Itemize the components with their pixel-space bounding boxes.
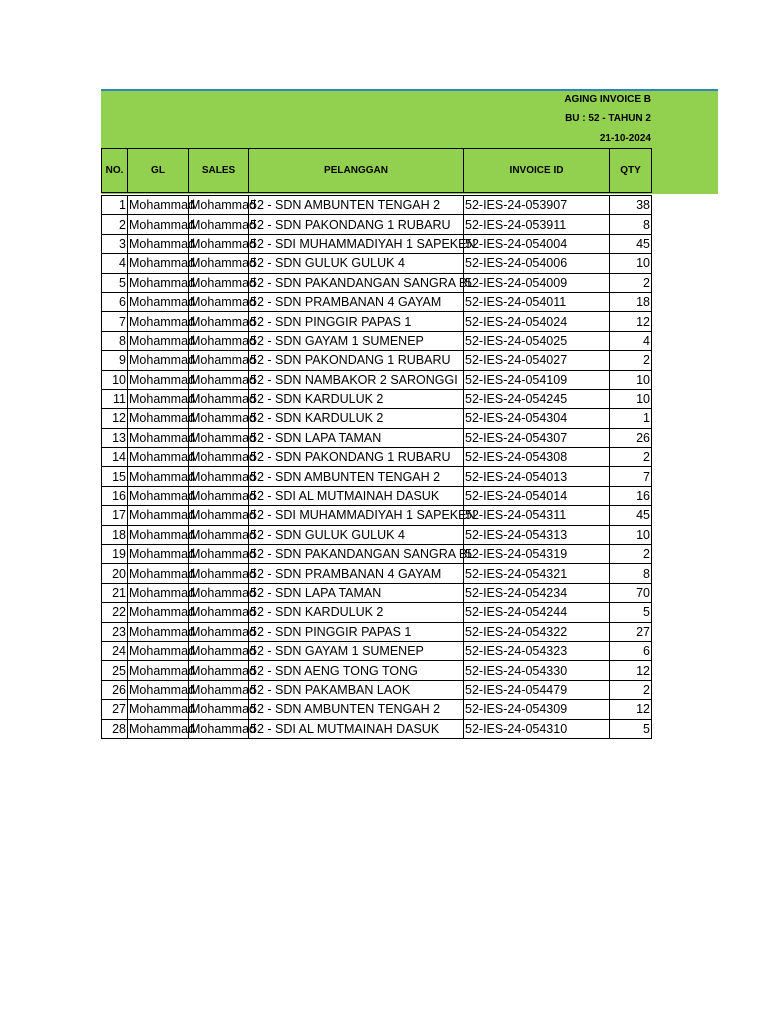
cell-pelanggan: 52 - SDN PRAMBANAN 4 GAYAM — [249, 292, 464, 311]
table-row — [102, 622, 652, 641]
cell-qty: 16 — [610, 486, 652, 505]
table-row — [102, 234, 652, 253]
cell-sales: Mohammad — [189, 312, 249, 331]
column-header-pelanggan: PELANGGAN — [249, 149, 464, 193]
cell-sales: Mohammad — [189, 234, 249, 253]
cell-pelanggan: 52 - SDN PAKONDANG 1 RUBARU — [249, 448, 464, 467]
cell-no: 1 — [102, 196, 128, 215]
cell-invoice-id: 52-IES-24-054322 — [464, 622, 610, 641]
cell-gl: Mohammad — [128, 254, 189, 273]
table-row — [102, 564, 652, 583]
table-row — [102, 506, 652, 525]
cell-no: 26 — [102, 680, 128, 699]
cell-pelanggan: 52 - SDN KARDULUK 2 — [249, 389, 464, 408]
cell-pelanggan: 52 - SDN PINGGIR PAPAS 1 — [249, 622, 464, 641]
cell-no: 6 — [102, 292, 128, 311]
cell-pelanggan: 52 - SDN PRAMBANAN 4 GAYAM — [249, 564, 464, 583]
cell-gl: Mohammad — [128, 409, 189, 428]
cell-invoice-id: 52-IES-24-054321 — [464, 564, 610, 583]
cell-sales: Mohammad — [189, 680, 249, 699]
cell-pelanggan: 52 - SDN NAMBAKOR 2 SARONGGI — [249, 370, 464, 389]
cell-invoice-id: 52-IES-24-054309 — [464, 700, 610, 719]
cell-pelanggan: 52 - SDN GAYAM 1 SUMENEP — [249, 331, 464, 350]
cell-qty: 4 — [610, 331, 652, 350]
cell-pelanggan: 52 - SDN KARDULUK 2 — [249, 603, 464, 622]
cell-invoice-id: 52-IES-24-054308 — [464, 448, 610, 467]
cell-qty: 70 — [610, 583, 652, 602]
report-date: 21-10-2024 — [599, 133, 651, 144]
cell-gl: Mohammad — [128, 389, 189, 408]
cell-gl: Mohammad — [128, 680, 189, 699]
cell-gl: Mohammad — [128, 719, 189, 738]
cell-qty: 45 — [610, 506, 652, 525]
table-row — [102, 370, 652, 389]
cell-invoice-id: 52-IES-24-054244 — [464, 603, 610, 622]
cell-gl: Mohammad — [128, 196, 189, 215]
table-row — [102, 215, 652, 234]
cell-sales: Mohammad — [189, 351, 249, 370]
cell-sales: Mohammad — [189, 370, 249, 389]
cell-no: 17 — [102, 506, 128, 525]
cell-gl: Mohammad — [128, 467, 189, 486]
cell-no: 8 — [102, 331, 128, 350]
cell-gl: Mohammad — [128, 603, 189, 622]
cell-pelanggan: 52 - SDI AL MUTMAINAH DASUK — [249, 486, 464, 505]
cell-no: 27 — [102, 700, 128, 719]
cell-gl: Mohammad — [128, 525, 189, 544]
cell-qty: 7 — [610, 467, 652, 486]
cell-qty: 2 — [610, 273, 652, 292]
cell-no: 18 — [102, 525, 128, 544]
cell-pelanggan: 52 - SDN PAKONDANG 1 RUBARU — [249, 351, 464, 370]
report-subtitle: BU : 52 - TAHUN 2 — [565, 113, 651, 124]
cell-pelanggan: 52 - SDN GULUK GULUK 4 — [249, 525, 464, 544]
cell-pelanggan: 52 - SDN LAPA TAMAN — [249, 428, 464, 447]
table-row — [102, 700, 652, 719]
cell-invoice-id: 52-IES-24-054006 — [464, 254, 610, 273]
cell-invoice-id: 52-IES-24-054245 — [464, 389, 610, 408]
cell-invoice-id: 52-IES-24-054310 — [464, 719, 610, 738]
cell-qty: 18 — [610, 292, 652, 311]
table-row — [102, 448, 652, 467]
table-row — [102, 292, 652, 311]
cell-qty: 10 — [610, 254, 652, 273]
cell-no: 24 — [102, 641, 128, 660]
cell-pelanggan: 52 - SDN PAKANDANGAN SANGRA BL — [249, 273, 464, 292]
cell-sales: Mohammad — [189, 254, 249, 273]
cell-qty: 10 — [610, 389, 652, 408]
cell-no: 28 — [102, 719, 128, 738]
cell-gl: Mohammad — [128, 564, 189, 583]
cell-pelanggan: 52 - SDN AMBUNTEN TENGAH 2 — [249, 467, 464, 486]
cell-pelanggan: 52 - SDN PAKAMBAN LAOK — [249, 680, 464, 699]
cell-qty: 10 — [610, 525, 652, 544]
column-header-gl: GL — [128, 149, 189, 193]
cell-gl: Mohammad — [128, 700, 189, 719]
cell-qty: 5 — [610, 719, 652, 738]
cell-qty: 2 — [610, 680, 652, 699]
cell-no: 11 — [102, 389, 128, 408]
cell-qty: 45 — [610, 234, 652, 253]
cell-qty: 2 — [610, 545, 652, 564]
cell-no: 12 — [102, 409, 128, 428]
cell-no: 16 — [102, 486, 128, 505]
cell-sales: Mohammad — [189, 700, 249, 719]
cell-sales: Mohammad — [189, 622, 249, 641]
cell-no: 20 — [102, 564, 128, 583]
cell-gl: Mohammad — [128, 622, 189, 641]
cell-invoice-id: 52-IES-24-054307 — [464, 428, 610, 447]
cell-gl: Mohammad — [128, 428, 189, 447]
table-row — [102, 196, 652, 215]
cell-no: 10 — [102, 370, 128, 389]
cell-qty: 38 — [610, 196, 652, 215]
cell-qty: 8 — [610, 215, 652, 234]
cell-no: 21 — [102, 583, 128, 602]
cell-invoice-id: 52-IES-24-054014 — [464, 486, 610, 505]
cell-pelanggan: 52 - SDN LAPA TAMAN — [249, 583, 464, 602]
cell-pelanggan: 52 - SDN KARDULUK 2 — [249, 409, 464, 428]
cell-no: 25 — [102, 661, 128, 680]
cell-gl: Mohammad — [128, 583, 189, 602]
cell-no: 15 — [102, 467, 128, 486]
cell-invoice-id: 52-IES-24-054311 — [464, 506, 610, 525]
table-row — [102, 603, 652, 622]
table-row — [102, 467, 652, 486]
cell-pelanggan: 52 - SDN GAYAM 1 SUMENEP — [249, 641, 464, 660]
cell-sales: Mohammad — [189, 467, 249, 486]
cell-sales: Mohammad — [189, 292, 249, 311]
cell-invoice-id: 52-IES-24-054011 — [464, 292, 610, 311]
table-row — [102, 254, 652, 273]
cell-invoice-id: 52-IES-24-054479 — [464, 680, 610, 699]
cell-qty: 6 — [610, 641, 652, 660]
cell-sales: Mohammad — [189, 448, 249, 467]
table-row — [102, 389, 652, 408]
cell-qty: 5 — [610, 603, 652, 622]
cell-invoice-id: 52-IES-24-053911 — [464, 215, 610, 234]
cell-invoice-id: 52-IES-24-054304 — [464, 409, 610, 428]
cell-sales: Mohammad — [189, 525, 249, 544]
table-row — [102, 428, 652, 447]
cell-sales: Mohammad — [189, 215, 249, 234]
cell-no: 13 — [102, 428, 128, 447]
cell-pelanggan: 52 - SDN PINGGIR PAPAS 1 — [249, 312, 464, 331]
table-row — [102, 351, 652, 370]
cell-no: 4 — [102, 254, 128, 273]
cell-qty: 12 — [610, 661, 652, 680]
cell-invoice-id: 52-IES-24-054013 — [464, 467, 610, 486]
report-title: AGING INVOICE B — [564, 94, 651, 105]
cell-sales: Mohammad — [189, 428, 249, 447]
cell-sales: Mohammad — [189, 196, 249, 215]
cell-gl: Mohammad — [128, 312, 189, 331]
cell-gl: Mohammad — [128, 661, 189, 680]
cell-sales: Mohammad — [189, 331, 249, 350]
cell-pelanggan: 52 - SDI MUHAMMADIYAH 1 SAPEKEN — [249, 506, 464, 525]
cell-qty: 12 — [610, 700, 652, 719]
cell-invoice-id: 52-IES-24-054009 — [464, 273, 610, 292]
cell-gl: Mohammad — [128, 370, 189, 389]
table-row — [102, 719, 652, 738]
cell-gl: Mohammad — [128, 545, 189, 564]
table-row — [102, 583, 652, 602]
column-header-invoice-id: INVOICE ID — [464, 149, 610, 193]
table-row — [102, 545, 652, 564]
cell-invoice-id: 52-IES-24-054319 — [464, 545, 610, 564]
cell-sales: Mohammad — [189, 273, 249, 292]
cell-sales: Mohammad — [189, 409, 249, 428]
cell-no: 9 — [102, 351, 128, 370]
cell-qty: 1 — [610, 409, 652, 428]
cell-no: 3 — [102, 234, 128, 253]
cell-gl: Mohammad — [128, 273, 189, 292]
cell-no: 2 — [102, 215, 128, 234]
cell-invoice-id: 52-IES-24-054330 — [464, 661, 610, 680]
cell-sales: Mohammad — [189, 661, 249, 680]
cell-no: 7 — [102, 312, 128, 331]
cell-invoice-id: 52-IES-24-054027 — [464, 351, 610, 370]
cell-no: 23 — [102, 622, 128, 641]
cell-gl: Mohammad — [128, 641, 189, 660]
cell-gl: Mohammad — [128, 234, 189, 253]
cell-gl: Mohammad — [128, 292, 189, 311]
cell-sales: Mohammad — [189, 564, 249, 583]
column-header-qty: QTY — [610, 149, 652, 193]
cell-no: 5 — [102, 273, 128, 292]
column-header-sales: SALES — [189, 149, 249, 193]
column-header-no: NO. — [102, 149, 128, 193]
cell-pelanggan: 52 - SDN GULUK GULUK 4 — [249, 254, 464, 273]
invoice-table — [101, 148, 652, 739]
cell-qty: 2 — [610, 448, 652, 467]
cell-sales: Mohammad — [189, 641, 249, 660]
cell-gl: Mohammad — [128, 351, 189, 370]
cell-invoice-id: 52-IES-24-054323 — [464, 641, 610, 660]
table-row — [102, 273, 652, 292]
cell-qty: 8 — [610, 564, 652, 583]
cell-pelanggan: 52 - SDN PAKONDANG 1 RUBARU — [249, 215, 464, 234]
cell-invoice-id: 52-IES-24-054004 — [464, 234, 610, 253]
table-row — [102, 312, 652, 331]
cell-sales: Mohammad — [189, 603, 249, 622]
cell-sales: Mohammad — [189, 486, 249, 505]
table-header-row — [102, 149, 652, 193]
cell-sales: Mohammad — [189, 719, 249, 738]
cell-invoice-id: 52-IES-24-053907 — [464, 196, 610, 215]
cell-qty: 12 — [610, 312, 652, 331]
cell-sales: Mohammad — [189, 506, 249, 525]
cell-pelanggan: 52 - SDI AL MUTMAINAH DASUK — [249, 719, 464, 738]
cell-no: 19 — [102, 545, 128, 564]
cell-no: 14 — [102, 448, 128, 467]
cell-invoice-id: 52-IES-24-054024 — [464, 312, 610, 331]
cell-no: 22 — [102, 603, 128, 622]
cell-pelanggan: 52 - SDN AMBUNTEN TENGAH 2 — [249, 700, 464, 719]
cell-sales: Mohammad — [189, 545, 249, 564]
table-row — [102, 661, 652, 680]
cell-sales: Mohammad — [189, 583, 249, 602]
table-row — [102, 409, 652, 428]
cell-gl: Mohammad — [128, 506, 189, 525]
cell-invoice-id: 52-IES-24-054234 — [464, 583, 610, 602]
table-row — [102, 680, 652, 699]
cell-pelanggan: 52 - SDN AMBUNTEN TENGAH 2 — [249, 196, 464, 215]
cell-gl: Mohammad — [128, 215, 189, 234]
cell-gl: Mohammad — [128, 331, 189, 350]
cell-qty: 10 — [610, 370, 652, 389]
cell-qty: 2 — [610, 351, 652, 370]
cell-sales: Mohammad — [189, 389, 249, 408]
cell-invoice-id: 52-IES-24-054025 — [464, 331, 610, 350]
cell-pelanggan: 52 - SDN PAKANDANGAN SANGRA BL — [249, 545, 464, 564]
table-row — [102, 641, 652, 660]
cell-invoice-id: 52-IES-24-054313 — [464, 525, 610, 544]
cell-qty: 26 — [610, 428, 652, 447]
cell-pelanggan: 52 - SDI MUHAMMADIYAH 1 SAPEKEN — [249, 234, 464, 253]
cell-invoice-id: 52-IES-24-054109 — [464, 370, 610, 389]
table-row — [102, 486, 652, 505]
cell-qty: 27 — [610, 622, 652, 641]
cell-pelanggan: 52 - SDN AENG TONG TONG — [249, 661, 464, 680]
table-row — [102, 525, 652, 544]
table-row — [102, 331, 652, 350]
cell-gl: Mohammad — [128, 448, 189, 467]
cell-gl: Mohammad — [128, 486, 189, 505]
